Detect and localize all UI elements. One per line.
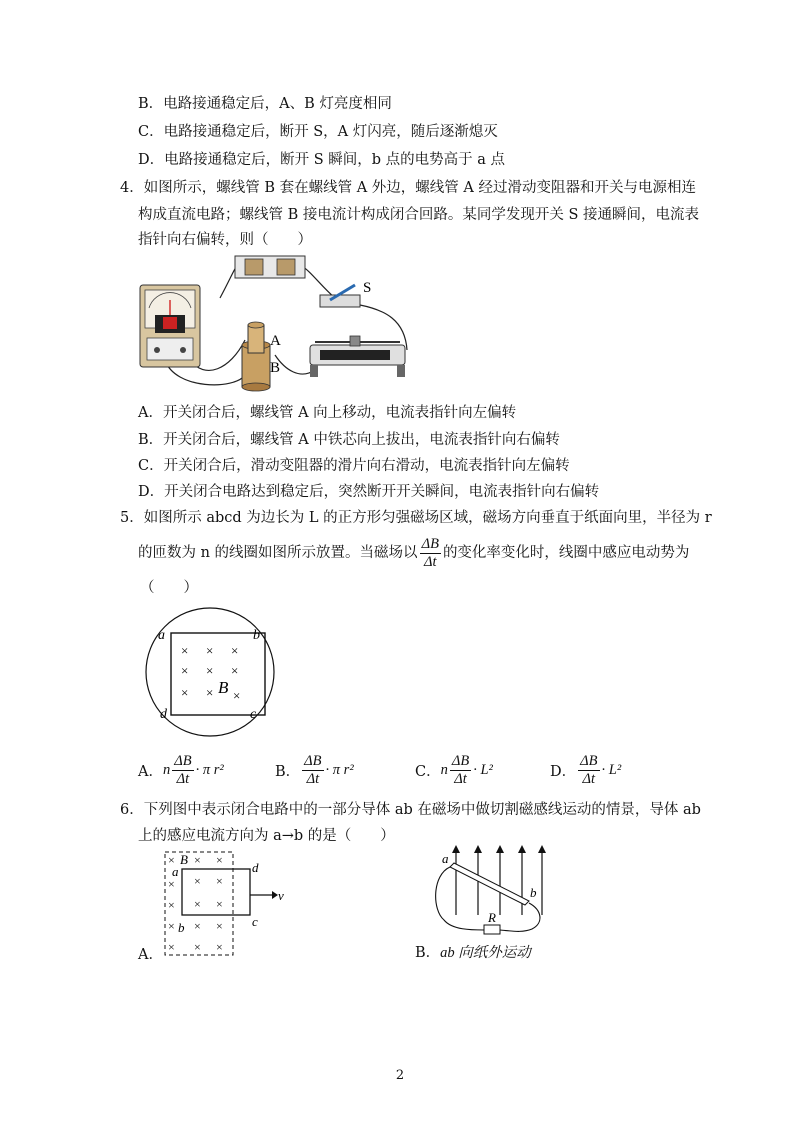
corner-c-label: c (250, 707, 257, 722)
corner-d-label: d (160, 707, 167, 722)
frac-den: Δt (454, 770, 467, 787)
cross: × (216, 853, 223, 867)
cross: × (231, 643, 239, 658)
cross: × (231, 663, 239, 678)
q4-option-b: B．开关闭合后，螺线管 A 中铁芯向上拔出，电流表指针向右偏转 (138, 432, 560, 448)
q5-option-d-label: D． (550, 763, 577, 780)
q5-option-d (550, 750, 621, 790)
cross: × (206, 643, 214, 658)
resistor-label: R (488, 910, 496, 925)
q5-answer-paren: （ ） (140, 580, 198, 596)
q4-option-c: C．开关闭合后，滑动变阻器的滑片向右滑动，电流表指针向左偏转 (138, 458, 570, 474)
q5-stem-line-2-post: 的变化率变化时，线圈中感应电动势为 (442, 545, 690, 561)
point-c-label: c (252, 914, 258, 929)
q3-option-d: D．电路接通稳定后，断开 S 瞬间，b 点的电势高于 a 点 (138, 152, 506, 168)
wire-right (500, 903, 540, 931)
q3-option-c: C．电路接通稳定后，断开 S，A 灯闪亮，随后逐渐熄灭 (138, 124, 498, 140)
q5-option-a-label: A． (138, 763, 163, 780)
q5-stem-line-2-pre: 的匝数为 n 的线圈如图所示放置。当磁场以 (138, 545, 418, 561)
q4-apparatus-figure (135, 250, 425, 395)
switch-icon (320, 285, 360, 307)
cross: × (168, 898, 175, 912)
q6-figure-a-caption: A． (138, 947, 163, 963)
q5-option-c-label: C． (415, 763, 441, 780)
frac-num: ΔB (304, 752, 322, 769)
field-lines (456, 851, 542, 915)
q6-stem-line-2: 上的感应电流方向为 a→b 的是（ ） (138, 828, 395, 844)
q3-option-b: B．电路接通稳定后，A、B 灯亮度相同 (138, 96, 392, 112)
cross: × (206, 685, 214, 700)
q5-option-a-coef: n (162, 761, 171, 778)
galvanometer-icon (140, 285, 200, 367)
corner-a-label: a (158, 628, 165, 643)
cross: × (181, 643, 189, 658)
q4-stem-line-2: 构成直流电路；螺线管 B 接电流计构成闭合回路。某同学发现开关 S 接通瞬间，电流表 (138, 207, 700, 223)
q5-option-c-fraction (450, 753, 471, 788)
resistor (484, 925, 500, 934)
frac-den: Δt (306, 770, 320, 787)
cross: × (181, 663, 189, 678)
cross: × (233, 688, 241, 703)
frac-den: Δt (176, 770, 190, 787)
point-b-label: b (178, 920, 185, 935)
q6-figure-b (432, 845, 552, 945)
point-a-label: a (442, 851, 449, 866)
field-crosses (181, 643, 240, 703)
coil-b-label: B (270, 360, 281, 376)
q5-stem-line-1: 5．如图所示 abcd 为边长为 L 的正方形匀强磁场区域，磁场方向垂直于纸面向里，半径为 r (120, 510, 712, 526)
q5-option-b-label: B． (275, 763, 301, 780)
q6-figure-b-caption-text: ab 向纸外运动 (440, 945, 531, 961)
q5-option-a-tail: · π r² (195, 761, 224, 778)
cross: × (194, 897, 201, 911)
frac-num: ΔB (451, 752, 470, 769)
q5-stem-frac-num: ΔB (421, 535, 439, 552)
q4-stem-line-3: 指针向右偏转，则（ ） (138, 232, 312, 248)
q6-figure-a (160, 850, 300, 960)
corner-b-label: b (253, 628, 260, 643)
cross: × (168, 919, 175, 933)
q5-stem-line-2 (138, 533, 689, 573)
cross: × (216, 940, 223, 954)
cross: × (216, 919, 223, 933)
q6-figure-b-caption (415, 943, 531, 963)
switch-label: S (363, 280, 372, 296)
rheostat-icon (310, 336, 405, 377)
conductor-rod (450, 863, 529, 905)
q5-option-a (138, 750, 224, 790)
q6-stem-line-1: 6．下列图中表示闭合电路中的一部分导体 ab 在磁场中做切割磁感线运动的情景，导体 ab (120, 802, 701, 818)
cross: × (206, 663, 214, 678)
q5-option-d-tail: · L² (601, 761, 622, 778)
q5-option-b (275, 750, 354, 790)
frac-num: ΔB (174, 752, 192, 769)
q5-option-b-fraction (302, 753, 323, 788)
q5-coil-figure (140, 605, 280, 740)
q5-option-c (415, 750, 493, 790)
field-label: B (180, 852, 188, 867)
field-arrowheads (452, 845, 546, 853)
cross: × (168, 877, 175, 891)
q5-stem-fraction (420, 536, 441, 571)
q5-option-a-fraction (172, 753, 193, 788)
frac-num: ΔB (580, 752, 598, 769)
point-a-label: a (172, 864, 179, 879)
q4-stem-line-1: 4．如图所示，螺线管 B 套在螺线管 A 外边，螺线管 A 经过滑动变阻器和开关与电源相连 (120, 180, 696, 196)
cross: × (194, 874, 201, 888)
q6-figure-b-caption-label: B． (415, 945, 441, 961)
cross: × (216, 897, 223, 911)
power-supply-icon (235, 256, 305, 278)
cross: × (194, 919, 201, 933)
q4-option-d: D．开关闭合电路达到稳定后，突然断开开关瞬间，电流表指针向右偏转 (138, 484, 600, 500)
q4-option-a: A．开关闭合后，螺线管 A 向上移动，电流表指针向左偏转 (138, 405, 517, 421)
page-number: 2 (395, 1068, 405, 1083)
solenoid-a-icon (248, 322, 264, 353)
cross: × (216, 874, 223, 888)
velocity-label: v (278, 888, 284, 903)
q5-stem-frac-den: Δt (423, 553, 437, 570)
q5-option-d-fraction (578, 753, 599, 788)
cross: × (168, 853, 175, 867)
cross: × (194, 853, 201, 867)
q5-option-c-tail: · L² (473, 761, 493, 778)
point-b-label: b (530, 885, 537, 900)
coil-a-label: A (270, 333, 281, 349)
q5-option-c-coef: n (440, 761, 448, 778)
frac-den: Δt (582, 770, 596, 787)
cross: × (181, 685, 189, 700)
cross: × (194, 940, 201, 954)
point-d-label: d (252, 860, 259, 875)
q5-option-b-tail: · π r² (325, 761, 354, 778)
cross: × (168, 940, 175, 954)
field-label: B (218, 678, 229, 697)
